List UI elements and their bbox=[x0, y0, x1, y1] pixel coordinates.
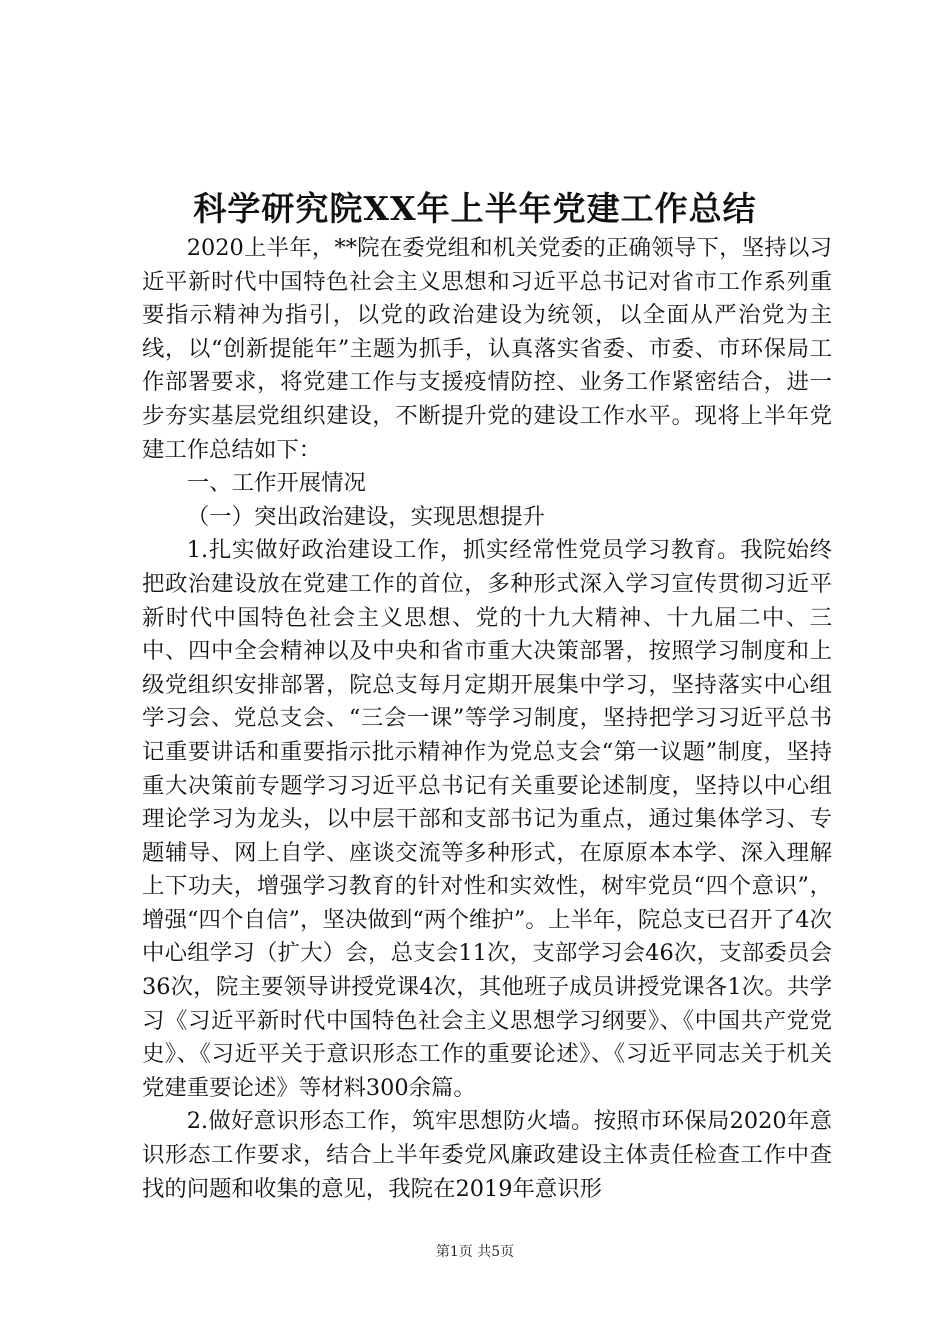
document-title: 科学研究院XX年上半年党建工作总结 bbox=[193, 189, 757, 228]
document-body bbox=[142, 232, 832, 1206]
section-heading: 一、工作开展情况 bbox=[186, 470, 366, 497]
paragraph-intro: 2020上半年，**院在委党组和机关党委的正确领导下，坚持以习近平新时代中国特色社会主义思想和习近平总书记对省市工作系列重要指示精神为指引，以党的政治建设为统领，以全面从严治党为主线，以“创新提能年”主题为抓手，认真落实省委、市委、市环保局工作部署要求，将党建工作与支援疫情防控、业务工作紧密结合，进一步夯实基层党组织建设，不断提升党的建设工作水平。现将上半年党建工作总结如下： bbox=[142, 235, 832, 463]
paragraph-item-2: 2.做好意识形态工作，筑牢思想防火墙。按照市环保局2020年意识形态工作要求，结合上半年委党风廉政建设主体责任检查工作中查找的问题和收集的意见，我院在2019年意识形 bbox=[142, 1108, 832, 1202]
paragraph-item-1: 1.扎实做好政治建设工作，抓实经常性党员学习教育。我院始终把政治建设放在党建工作的首位，多种形式深入学习宣传贯彻习近平新时代中国特色社会主义思想、党的十九大精神、十九届二中、三中、四中全会精神以及中央和省市重大决策部署，按照学习制度和上级党组织安排部署，院总支每月定期开展集中学习，坚持落实中心组学习会、党总支会、“三会一课”等学习制度，坚持把学习习近平总书记重要讲话和重要指示批示精神作为党总支会“第一议题”制度，坚持重大决策前专题学习习近平总书记有关重要论述制度，坚持以中心组理论学习为龙头，以中层干部和支部书记为重点，通过集体学习、专题辅导、网上自学、座谈交流等多种形式，在原原本本学、深入理解上下功夫，增强学习教育的针对性和实效性，树牢党员“四个意识”，增强“四个自信”，坚决做到“两个维护”。上半年，院总支已召开了4次中心组学习（扩大）会，总支会11次，支部学习会46次，支部委员会36次，院主要领导讲授党课4次，其他班子成员讲授党课各1次。共学习《习近平新时代中国特色社会主义思想学习纲要》、《中国共产党党史》、《习近平关于意识形态工作的重要论述》、《习近平同志关于机关党建重要论述》等材料300余篇。 bbox=[142, 537, 832, 1101]
subsection-heading: （一）突出政治建设，实现思想提升 bbox=[186, 503, 546, 530]
page-footer: 第1页 共5页 bbox=[435, 1244, 515, 1260]
